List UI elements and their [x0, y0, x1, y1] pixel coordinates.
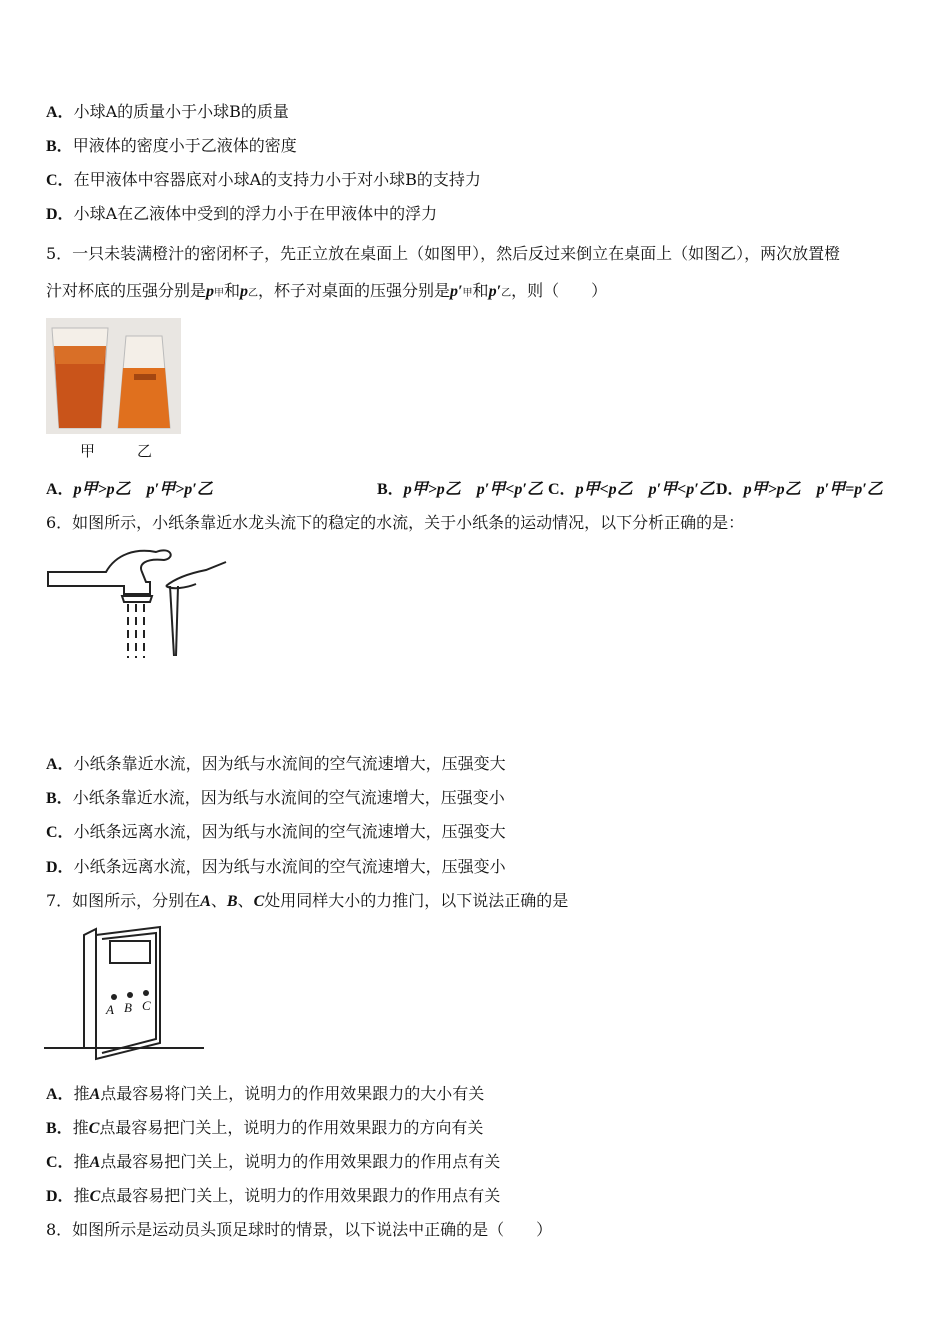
q7-option-d: D．推C点最容易把门关上，说明力的作用效果跟力的作用点有关 — [46, 1186, 501, 1205]
door-label-b: B — [124, 1000, 132, 1015]
caption-jia: 甲 — [80, 442, 96, 460]
q7-option-b: B．推C点最容易把门关上，说明力的作用效果跟力的方向有关 — [46, 1118, 484, 1137]
q4-option-a: A．小球A的质量小于小球B的质量 — [46, 102, 289, 121]
q6-option-d: D．小纸条远离水流，因为纸与水流间的空气流速增大，压强变小 — [46, 857, 506, 876]
q5-option-d: D．p甲>p乙 p′甲=p′乙 — [716, 481, 883, 498]
q7-stem: 7．如图所示，分别在A、B、C处用同样大小的力推门，以下说法正确的是 — [46, 891, 569, 910]
q8-stem: 8．如图所示是运动员头顶足球时的情景，以下说法中正确的是（ ） — [46, 1220, 553, 1239]
q7-option-a: A．推A点最容易将门关上，说明力的作用效果跟力的大小有关 — [46, 1084, 485, 1103]
q6-option-b: B．小纸条靠近水流，因为纸与水流间的空气流速增大，压强变小 — [46, 788, 505, 807]
q5-option-c: C．p甲<p乙 p′甲<p′乙 — [548, 481, 715, 498]
q6-option-a: A．小纸条靠近水流，因为纸与水流间的空气流速增大，压强变大 — [46, 754, 506, 773]
q5-option-b: B．p甲>p乙 p′甲<p′乙 — [377, 481, 543, 498]
q4-option-c: C．在甲液体中容器底对小球A的支持力小于对小球B的支持力 — [46, 170, 481, 189]
caption-yi: 乙 — [137, 442, 153, 460]
faucet-paper-strip-figure — [46, 542, 231, 660]
door-figure — [44, 925, 206, 1063]
q7-option-c: C．推A点最容易把门关上，说明力的作用效果跟力的作用点有关 — [46, 1152, 501, 1171]
q6-stem: 6．如图所示，小纸条靠近水龙头流下的稳定的水流，关于小纸条的运动情况，以下分析正确的是： — [46, 513, 745, 532]
orange-juice-cups-figure — [46, 318, 181, 434]
door-label-a: A — [106, 1002, 114, 1017]
door-label-c: C — [142, 998, 151, 1013]
q5-stem-line2: 汁对杯底的压强分别是p甲和p乙，杯子对桌面的压强分别是p′甲和p′乙，则（ ） — [46, 281, 608, 300]
q6-option-c: C．小纸条远离水流，因为纸与水流间的空气流速增大，压强变大 — [46, 822, 506, 841]
q4-option-d: D．小球A在乙液体中受到的浮力小于在甲液体中的浮力 — [46, 204, 438, 223]
q5-option-a: A．p甲>p乙 p′甲>p′乙 — [46, 481, 213, 498]
q4-option-b: B．甲液体的密度小于乙液体的密度 — [46, 136, 297, 155]
q5-stem-line1: 5．一只未装满橙汁的密闭杯子，先正立放在桌面上（如图甲），然后反过来倒立在桌面上（如图乙），两次放置橙 — [46, 244, 841, 263]
